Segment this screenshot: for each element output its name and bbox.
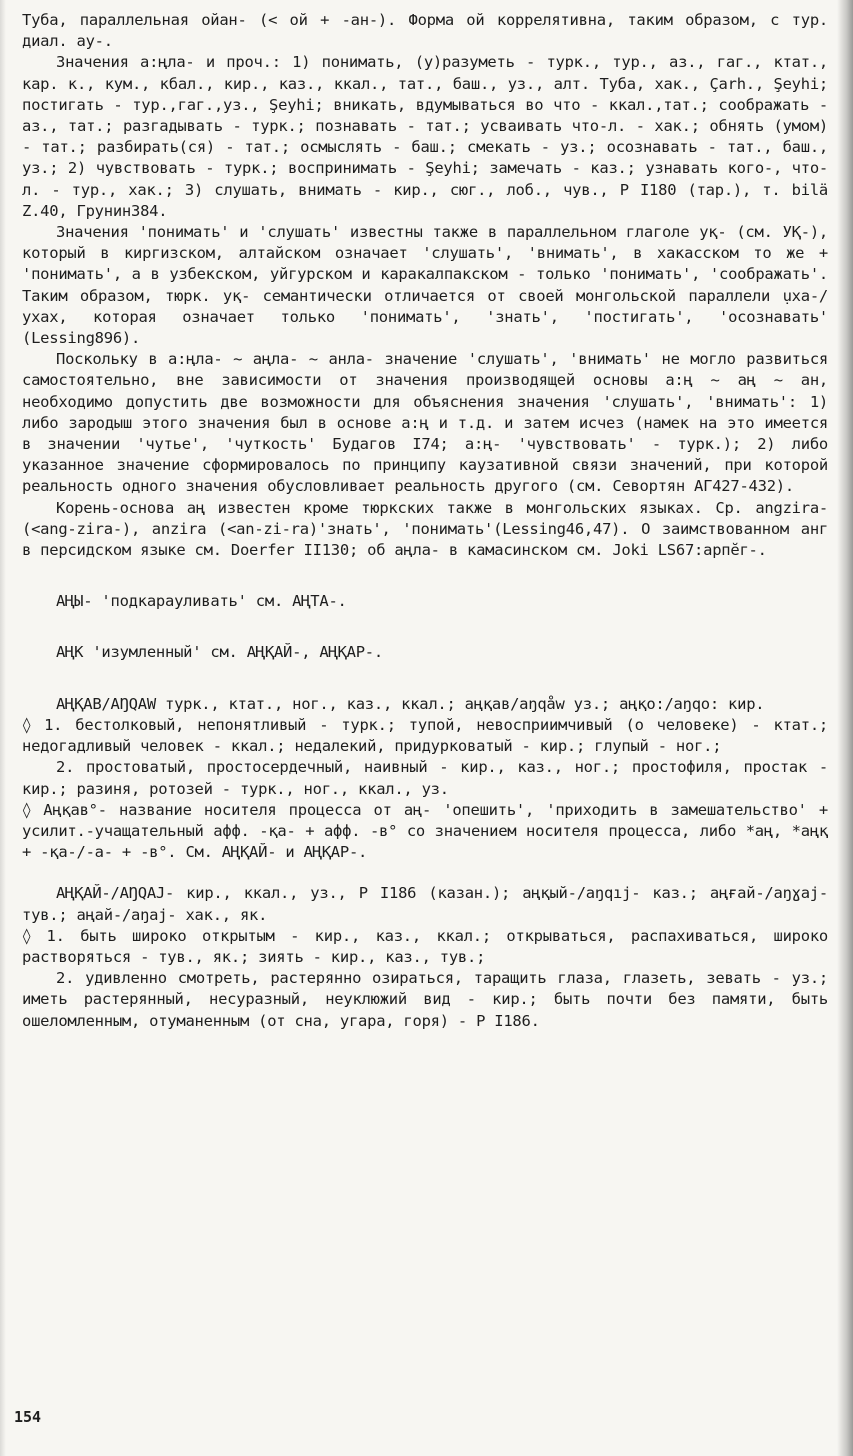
entry-ankaw-head: АҢҚАВ/AŊQAW турк., ктат., ног., каз., ккал.; аңқав/aŋqåw уз.; аңқо:/aŋqo: кир. <box>56 694 765 713</box>
page-number: 154 <box>14 1408 42 1426</box>
paragraph-semantics: Поскольку в а:ңла- ~ аңла- ~ анла- значение 'слушать', 'внимать' не могло развиться самостоятельно, вне зависимости от значения производящей основы а:ң ~ аң ~ ан, необходимо допустить две возможности для объяснения значения 'слушать', 'внимать': 1) либо зародыш этого значения был в основе а:ң и т.д. и затем исчез (намек на это имеется в значении 'чутье', 'чуткость' Будагов I74; а:ң- 'чувствовать' - турк.); 2) либо указанное значение сформировалось по принципу каузативной связи значений, при которой реальность одного значения обусловливает реальность другого (см. Севортян АГ427-432). <box>22 350 828 496</box>
paragraph-tuba: Туба, параллельная ойан- (< ой + -ан-). Форма ой коррелятивна, таким образом, с тур. диал. ау-. <box>22 11 828 51</box>
scan-shadow-right <box>837 0 853 1456</box>
entry-ankaj-head: АҢҚАЙ-/AŊQAJ- кир., ккал., уз., Р I186 (казан.); аңқый-/aŋqıj- каз.; аңғай-/aŋɣaj- тув.; аңай-/aŋaj- хак., як. <box>22 884 828 924</box>
paragraph-meanings: Значения а:ңла- и проч.: 1) понимать, (у)разуметь - турк., тур., аз., гаг., ктат., кар. к., кум., кбал., кир., каз., ккал., тат., баш., уз., алт. Туба, хак., Çarh., Şeyhi; постигать - тур.,гаг.,уз., Şeyhi; вникать, вдумываться во что - ккал.,тат.; соображать - аз., тат.; разгадывать - турк.; познавать - тат.; усваивать что-л. - хак.; обнять (умом) - тат.; разбирать(ся) - тат.; осмыслять - баш.; смекать - уз.; осознавать - тат., баш., уз.; 2) чувствовать - турк.; воспринимать - Şeyhi; замечать - каз.; узнавать кого-, что-л. - тур., хак.; 3) слушать, внимать - кир., сюг., лоб., чув., Р I180 (тар.), т. bilä Z.40, Грунин384. <box>22 53 828 220</box>
entry-ankaj-sense-2: 2. удивленно смотреть, растерянно озираться, таращить глаза, глазеть, зевать - уз.; иметь растерянный, несуразный, неуклюжий вид - кир.; быть почти без памяти, быть ошеломленным, отуманенным (от сна, угара, горя) - Р I186. <box>22 969 828 1030</box>
entry-ank: АҢК 'изумленный' см. АҢҚАЙ-, АҢҚАР-. <box>56 643 383 662</box>
paragraph-uk-parallel: Значения 'понимать' и 'слушать' известны также в параллельном глаголе уқ- (см. УҚ-), который в киргизском, алтайском означает 'слушать', 'внимать', в хакасском то же + 'понимать', а в узбекском, уйгурском и каракалпакском - только 'понимать', 'соображать'. Таким образом, тюрк. уқ- семантически отличается от своей монгольской параллели ụха-/ухах, которая означает только 'понимать', 'знать', 'постигать', 'осознавать' (Lessing896). <box>22 223 828 348</box>
entry-anyi: АҢЫ- 'подкарауливать' см. АҢТА-. <box>56 592 347 611</box>
entry-ankaj-sense-1: ◊ 1. быть широко открытым - кир., каз., ккал.; открываться, распахиваться, широко растворяться - тув., як.; зиять - кир., каз., тув.; <box>22 926 828 966</box>
dictionary-page <box>22 10 828 1032</box>
entry-ankaw-etymology: ◊ Аңқав°- название носителя процесса от аң- 'опешить', 'приходить в замешательство' + усилит.-учащательный афф. -қа- + афф. -в° со значением носителя процесса, либо *аң, *аңқ + -қа-/-а- + -в°. См. АҢҚАЙ- и АҢҚАР-. <box>22 800 828 862</box>
scan-shadow-left <box>0 0 6 1456</box>
entry-ankaw-sense-2: 2. простоватый, простосердечный, наивный - кир., каз., ног.; простофиля, простак - кир.; разиня, ротозей - турк., ног., ккал., уз. <box>22 758 828 798</box>
paragraph-root-mongolian: Корень-основа аң известен кроме тюркских также в монгольских языках. Ср. angzira- (<ang-zira-), anzira (<an-zi-ra)'знать', 'понимать'(Lessing46,47). О заимствованном анг в персидском языке см. Doerfer II130; об аңла- в камасинском см. Joki LS67:арпĕг-. <box>22 498 828 560</box>
entry-ankaw-sense-1: ◊ 1. бестолковый, непонятливый - турк.; тупой, невосприимчивый (о человеке) - ктат.; недогадливый человек - ккал.; недалекий, придурковатый - кир.; глупый - ног.; <box>22 715 828 756</box>
